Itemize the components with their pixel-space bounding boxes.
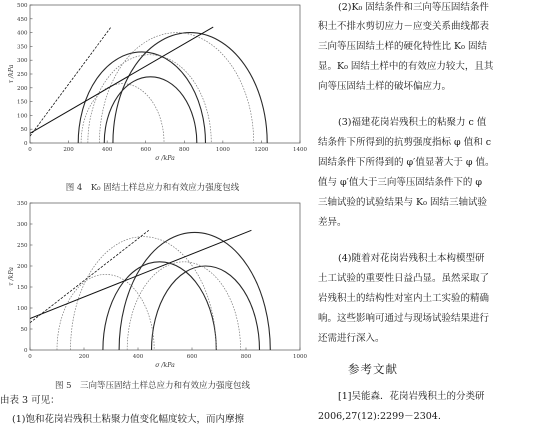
y-tick-label: 400 [17, 30, 28, 37]
y-tick-label: 350 [17, 44, 28, 51]
x-tick-label: 1000 [293, 354, 307, 360]
y-tick-label: 250 [17, 72, 28, 78]
body-text-line: 还需进行深入。 [318, 333, 385, 344]
mohr-circle-total [78, 52, 205, 143]
x-tick-label: 600 [140, 147, 151, 153]
body-text-line: 岩残积土的结构性对室内土工实验的精确 [318, 293, 490, 304]
plot-frame [30, 5, 300, 143]
y-tick-label: 150 [17, 99, 28, 106]
body-text-line: 显。K₀ 固结土样中的有效应力较大，且其 [318, 61, 494, 72]
mohr-circle-effective [81, 84, 164, 143]
y-tick-label: 50 [20, 127, 28, 134]
y-tick-label: 200 [17, 264, 28, 270]
mohr-circle-effective [127, 262, 240, 350]
y-axis-label: τ /kPa [8, 267, 15, 286]
mohr-circle-effective [57, 274, 154, 350]
x-tick-label: 0 [28, 147, 32, 153]
y-tick-label: 300 [17, 58, 28, 65]
strength-envelope-effective [30, 27, 111, 136]
body-text-line: 结条件下所得到的抗剪强度指标 φ 值和 c [318, 137, 492, 148]
y-axis-label: τ /kPa [8, 64, 15, 84]
body-text-line: (4)随着对花岗岩残积土本构模型研 [338, 253, 485, 264]
x-tick-label: 200 [78, 354, 90, 360]
y-tick-label: 500 [17, 3, 28, 9]
figure-5-caption: 图 5 三向等压固结土样总应力和有效应力强度包线 [54, 381, 251, 391]
y-tick-label: 0 [24, 141, 28, 147]
y-tick-label: 50 [20, 327, 28, 333]
x-tick-label: 1000 [215, 147, 230, 153]
strength-envelope-effective [30, 230, 149, 322]
x-tick-label: 800 [240, 354, 252, 360]
figure-4-chart [0, 0, 305, 160]
y-tick-label: 100 [17, 306, 28, 312]
body-text-line: (2)K₀ 固结条件和三向等压固结条件 [338, 2, 489, 13]
reference-line: 2006,27(12):2299－2304. [318, 411, 441, 422]
body-text-line: 固结条件下所得到的 φ′值显著大于 φ 值。 [318, 157, 495, 168]
left-paragraph-intro: 由表 3 可见： [0, 395, 60, 406]
right-text-column [318, 0, 549, 433]
body-text-line: 值与 φ′值大于三向等压固结条件下的 φ [318, 177, 483, 188]
mohr-circle-total [104, 77, 197, 143]
x-tick-label: 200 [63, 147, 74, 153]
body-text-line: (3)福建花岗岩残积土的粘聚力 c 值 [338, 117, 487, 128]
mohr-circle-total [113, 33, 267, 143]
references-heading: 参考文献 [348, 362, 398, 376]
y-tick-label: 300 [17, 222, 28, 228]
body-text-line: 三向等压固结土样的硬化特性比 K₀ 固结 [318, 41, 487, 52]
y-tick-label: 450 [17, 16, 28, 23]
body-text-line: 差异。 [318, 217, 347, 228]
strength-envelope-total [30, 230, 251, 318]
x-tick-label: 400 [101, 147, 113, 153]
figure-5-chart [0, 199, 305, 369]
y-tick-label: 350 [17, 201, 28, 207]
figure-4-caption: 图 4 K₀ 固结土样总应力和有效应力强度包线 [65, 183, 240, 193]
y-tick-label: 150 [17, 285, 28, 291]
body-text-line: 向等压固结土样的破坏偏应力。 [318, 81, 452, 92]
mohr-circle-total [152, 266, 260, 350]
x-axis-label: σ /kPa [155, 362, 175, 369]
x-tick-label: 0 [28, 354, 32, 360]
y-tick-label: 100 [17, 113, 28, 120]
y-tick-label: 0 [24, 348, 28, 354]
plot-frame [30, 203, 300, 350]
body-text-line: 积土不排水剪切应力－应变关系曲线都表 [318, 21, 490, 32]
x-tick-label: 600 [186, 354, 198, 360]
left-paragraph-1: (1)饱和花岗岩残积土粘聚力值变化幅度较大，而内摩擦 [12, 414, 244, 425]
x-tick-label: 1400 [293, 147, 307, 153]
plot-area [30, 230, 270, 350]
x-axis-label: σ /kPa [155, 155, 175, 162]
plot-area [30, 27, 267, 143]
x-tick-label: 800 [179, 147, 190, 153]
reference-line: [1]吴能森．花岗岩残积土的分类研 [338, 391, 485, 402]
x-tick-label: 1200 [254, 147, 269, 153]
body-text-line: 三轴试验的试验结果与 K₀ 固结三轴试验 [318, 197, 487, 208]
body-text-line: 土工试验的重要性日益凸显。虽然采取了 [318, 273, 490, 284]
y-tick-label: 200 [17, 85, 28, 92]
y-tick-label: 250 [17, 243, 28, 249]
strength-envelope-total [30, 27, 213, 133]
body-text-line: 响。这些影响可通过与现场试验结果进行 [318, 313, 490, 324]
x-tick-label: 400 [132, 354, 144, 360]
